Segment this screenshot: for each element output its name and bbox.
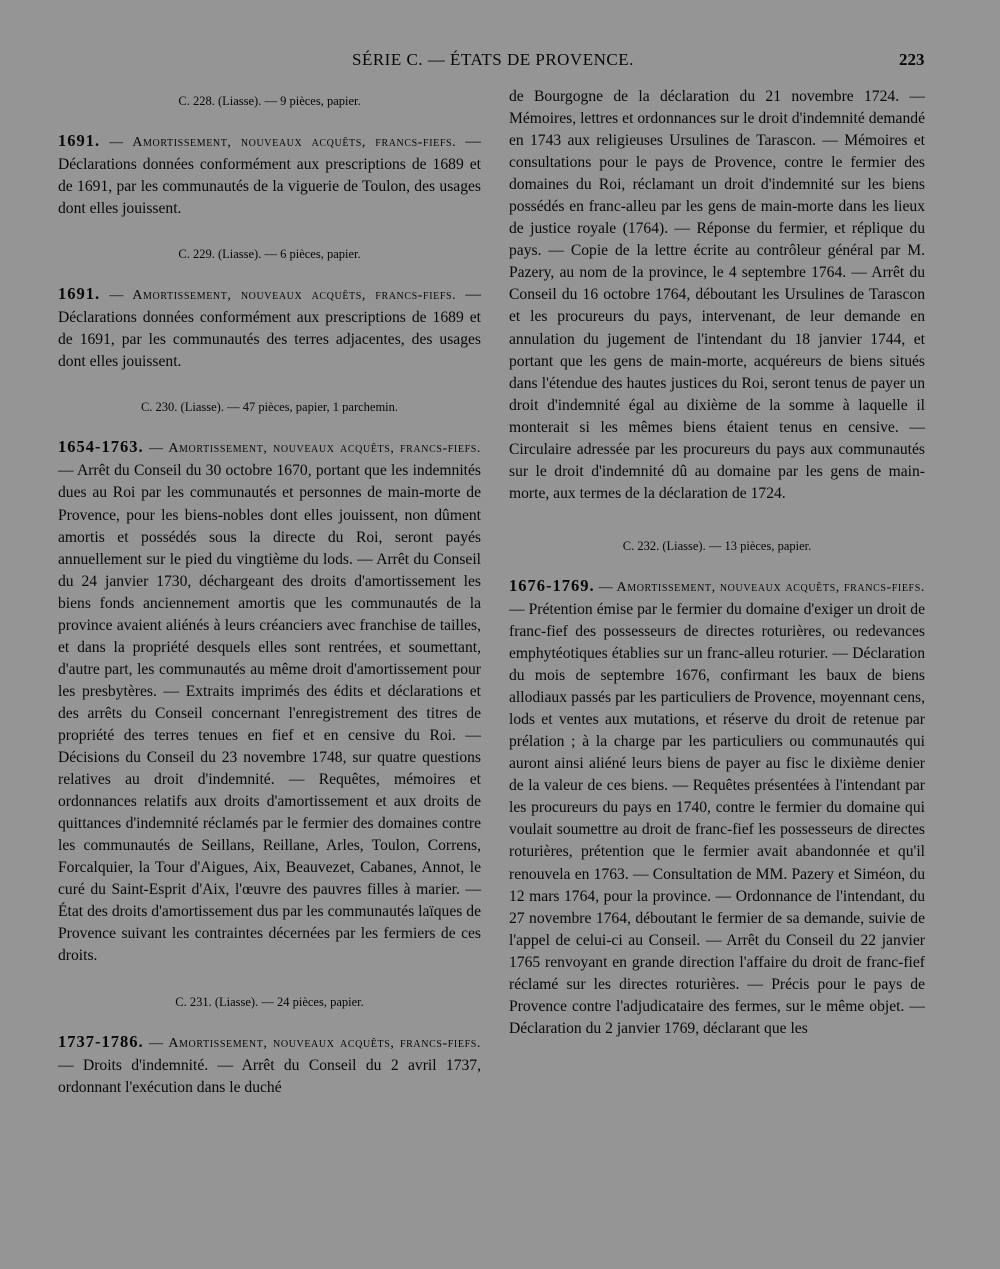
entry-date: 1691. [58, 284, 101, 304]
running-title: SÉRIE C. — ÉTATS DE PROVENCE. [352, 50, 634, 69]
archive-reference: C. 231. (Liasse). — 24 pièces, papier. [175, 994, 364, 1009]
entry-text: — Arrêt du Conseil du 30 octobre 1670, portant que les indemnités dues au Roi par les communautés et personnes de main-morte de Provence, pour les biens-nobles dont elles jouissent, non dûment amortis et possédés sous la directe du Roi, seront payés annuellement sur le pied du vingtième du lods. — Arrêt du Conseil du 24 janvier 1730, déchargeant des droits d'amortissement les biens fonds anciennement amortis que les communautés de la province avaient aliénés à leurs créanciers avec franchise de tailles, et dans la propriété desquels elles sont rentrées, et soumettant, d'autre part, les communautés au même droit d'amortissement pour les presbytères. — Extraits imprimés des édits et déclarations et des arrêts du Conseil concernant l'enregistrement des titres de propriété des terres tenues en fief et en censive du Roi. — Décisions du Conseil du 23 novembre 1748, sur quatre questions relatives au droit d'indemnité. — Requêtes, mémoires et ordonnances relatifs aux droits d'amortissement et aux droits de quittances d'indemnité réclamés par le fermier des domaines contre les communautés de Seillans, Reillane, Arles, Toulon, Correns, Forcalquier, la Tour d'Aigues, Aix, Beauvezet, Cabanes, Annot, le curé du Saint-Esprit d'Aix, l'œuvre des pauvres filles à marier. — État des droits d'amortissement dus par les communautés laïques de Provence suivant les contraintes décernées par les fermiers de ces droits. [58, 462, 481, 965]
inventory-entry [58, 1031, 481, 1099]
archive-reference: C. 230. (Liasse). — 47 pièces, papier, 1 parchemin. [140, 400, 399, 415]
entry-text: — Déclarations données conformément aux prescriptions de 1689 et de 1691, par les communautés de la viguerie de Toulon, des usages dont elles jouissent. [58, 133, 481, 218]
archive-reference: C. 232. (Liasse). — 13 pièces, papier. [622, 538, 812, 553]
inventory-entry [58, 130, 481, 220]
entry-text: — Prétention émise par le fermier du domaine d'exiger un droit de franc-fief des possesseurs de directes roturières, ou redevances emphytéotiques établies sur un franc-alleu roturier. — Déclaration du mois de septembre 1676, confirmant les baux de biens allodiaux passés par les particuliers de Provence, moyennant cens, lods et ventes aux mutations, et réserve du droit de retenue par prélation ; à la charge par les particuliers ou communautés qui auront ainsi aliéné leurs biens de payer au fisc le dixième denier de la valeur de ces biens. — Requêtes présentées à l'intendant par les procureurs du pays en 1740, contre le fermier du domaine qui voulait soumettre au droit de franc-fief les possesseurs de directes roturières, prétention que le fermier avait abandonnée et qu'il renouvela en 1763. — Consultation de MM. Pazery et Siméon, du 12 mars 1764, pour la province. — Ordonnance de l'intendant, du 27 novembre 1764, déboutant le fermier de sa demande, suivie de l'appel de celui-ci au Conseil. — Arrêt du Conseil du 22 janvier 1765 renvoyant en grande direction l'affaire du droit de franc-fief réclamé sur les directes roturières. — Précis pour le pays de Provence contre l'adjudicataire des fermes, sur le même objet. — Déclaration du 2 janvier 1769, déclarant que les [509, 600, 925, 1037]
entry-date: 1654-1763. [58, 437, 144, 457]
entry-continuation: de Bourgogne de la déclaration du 21 novembre 1724. — Mémoires, lettres et ordonnances sur le droit d'indemnité demandé en 1743 aux religieuses Ursulines de Tarascon. — Mémoires et consultations pour le pays de Provence, contre le fermier des domaines du Roi, réclamant un droit d'indemnité sur les biens possédés en franc-alleu par les gens de main-morte dans les lieux de justice royale (1764). — Réponse du fermier, et réplique du pays. — Copie de la lettre écrite au contrôleur général par M. Pazery, au nom de la province, le 4 septembre 1764. — Arrêt du Conseil du 16 octobre 1764, déboutant les Ursulines de Tarascon et les procureurs du pays, intervenant, de leur demande en annulation du jugement de l'intendant du 18 janvier 1744, et portant que les gens de main-morte, acquéreurs de biens situés dans l'étendue des hautes justices du Roi, seront tenus de payer un droit d'indemnité égal au dixième de la somme à laquelle il monterait si les mêmes biens étaient tenus en censive. — Circulaire adressée par les procureurs du pays aux communautés sur le droit d'indemnité dû au domaine par les gens de main-morte, aux termes de la déclaration de 1724. [509, 88, 925, 502]
left-column [58, 90, 481, 1099]
entry-date: 1737-1786. [58, 1031, 144, 1051]
entry-subject: — Amortissement, nouveaux acquêts, francs-fiefs. [598, 579, 925, 595]
inventory-entry [509, 575, 925, 1040]
inventory-entry [58, 283, 481, 373]
archive-reference: C. 229. (Liasse). — 6 pièces, papier. [178, 247, 361, 262]
entry-subject: — Amortissement, nouveaux acquêts, francs-fiefs. [148, 1035, 481, 1051]
entry-text: — Droits d'indemnité. — Arrêt du Conseil du 2 avril 1737, ordonnant l'exécution dans le duché [58, 1056, 481, 1096]
archive-reference: C. 228. (Liasse). — 9 pièces, papier. [178, 94, 361, 108]
entry-subject: — Amortissement, nouveaux acquêts, francs-fiefs. [109, 288, 457, 304]
page-number: 223 [899, 50, 925, 69]
inventory-entry [58, 436, 481, 967]
right-column [509, 86, 925, 1040]
entry-subject: — Amortissement, nouveaux acquêts, francs-fiefs. [148, 441, 481, 457]
page-header [0, 46, 1000, 76]
entry-text: — Déclarations données conformément aux prescriptions de 1689 et de 1691, par les communautés des terres adjacentes, des usages dont elles jouissent. [58, 286, 481, 371]
entry-subject: — Amortissement, nouveaux acquêts, francs-fiefs. [109, 135, 457, 150]
entry-date: 1676-1769. [509, 575, 595, 595]
entry-date: 1691. [58, 131, 101, 150]
